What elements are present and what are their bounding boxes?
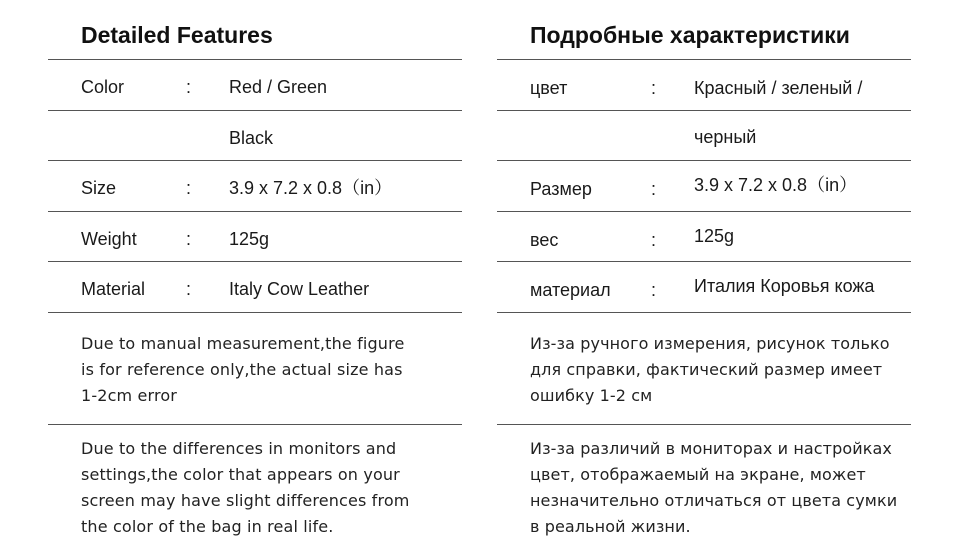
note-line: в реальной жизни. — [530, 517, 691, 536]
spec-value: 3.9 x 7.2 x 0.8（in） — [694, 175, 858, 195]
note-line: Из-за различий в мониторах и настройках — [530, 439, 892, 458]
note-line: the color of the bag in real life. — [81, 517, 334, 536]
spec-label: Color — [81, 77, 125, 97]
spec-separator: : — [651, 230, 657, 250]
spec-row-material — [48, 262, 462, 312]
spec-row-size — [497, 161, 911, 211]
spec-value: черный — [694, 127, 757, 147]
note-line: Из-за ручного измерения, рисунок только — [530, 334, 890, 353]
spec-row-size — [48, 161, 462, 211]
spec-label: Размер — [530, 179, 592, 199]
panel-title: Подробные характеристики — [530, 22, 850, 48]
spec-row-color — [497, 60, 911, 110]
spec-label: Material — [81, 279, 146, 299]
spec-value: Красный / зеленый / — [694, 78, 863, 98]
spec-value: Red / Green — [229, 77, 328, 97]
measurement-note — [530, 331, 910, 409]
spec-label: Weight — [81, 229, 137, 249]
note-line: settings,the color that appears on your — [81, 465, 400, 484]
note-line: Due to manual measurement,the figure — [81, 334, 405, 353]
spec-separator: : — [186, 178, 192, 198]
spec-row-weight — [497, 212, 911, 262]
divider — [48, 312, 462, 313]
spec-value: 125g — [694, 226, 735, 246]
spec-separator: : — [186, 279, 192, 299]
spec-separator: : — [651, 78, 657, 98]
note-line: Due to the differences in monitors and — [81, 439, 397, 458]
panel-title: Detailed Features — [81, 22, 273, 48]
spec-row-color-continued — [48, 111, 462, 161]
spec-row-color — [48, 60, 462, 110]
spec-label: вес — [530, 230, 559, 250]
spec-separator: : — [186, 229, 192, 249]
divider — [497, 424, 911, 425]
note-line: для справки, фактический размер имеет — [530, 360, 883, 379]
color-disclaimer-note — [81, 436, 456, 540]
spec-value: Italy Cow Leather — [229, 279, 370, 299]
spec-label: Size — [81, 178, 117, 198]
note-line: screen may have slight differences from — [81, 491, 410, 510]
note-line: незначительно отличаться от цвета сумки — [530, 491, 898, 510]
spec-separator: : — [186, 77, 192, 97]
spec-value: Black — [229, 128, 274, 148]
divider — [48, 424, 462, 425]
spec-label: цвет — [530, 78, 568, 98]
color-disclaimer-note — [530, 436, 910, 540]
spec-separator: : — [651, 179, 657, 199]
spec-label: материал — [530, 280, 611, 300]
measurement-note — [81, 331, 456, 409]
spec-value: 3.9 x 7.2 x 0.8（in） — [229, 178, 393, 198]
spec-row-weight — [48, 212, 462, 262]
note-line: ошибку 1-2 см — [530, 386, 653, 405]
divider — [497, 312, 911, 313]
spec-separator: : — [651, 280, 657, 300]
spec-value: 125g — [229, 229, 270, 249]
spec-value: Италия Коровья кожа — [694, 276, 875, 296]
spec-row-color-continued — [497, 111, 911, 161]
note-line: 1-2cm error — [81, 386, 177, 405]
spec-row-material — [497, 262, 911, 312]
note-line: is for reference only,the actual size has — [81, 360, 403, 379]
note-line: цвет, отображаемый на экране, может — [530, 465, 866, 484]
